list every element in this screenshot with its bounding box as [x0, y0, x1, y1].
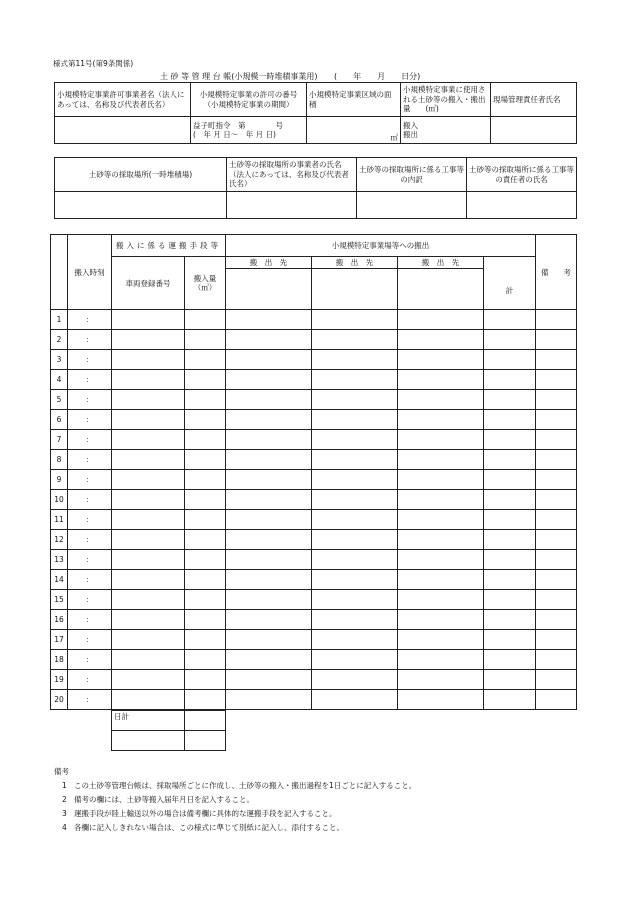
dest-cell-3[interactable]: [398, 650, 484, 670]
remarks-cell[interactable]: [536, 330, 577, 350]
permit-period-text: ( 年 月 日〜 年 月 日): [193, 130, 276, 139]
row-number: 17: [51, 630, 68, 650]
total-cell[interactable]: [484, 610, 536, 630]
dest-header-2: 搬 出 先: [312, 257, 398, 269]
dest-cell-2[interactable]: [312, 330, 398, 350]
time-header: 搬入時刻: [68, 235, 112, 310]
amount-cell[interactable]: [185, 370, 226, 390]
amount-cell[interactable]: [185, 430, 226, 450]
title-period: ( 年 月 日分): [334, 72, 421, 81]
daily-total-cell-2[interactable]: [112, 731, 185, 751]
vehicle-cell[interactable]: [112, 430, 185, 450]
remarks-cell[interactable]: [536, 550, 577, 570]
source-work-header: 土砂等の採取場所に係る工事等の内訳: [357, 158, 467, 192]
dest-cell-1[interactable]: [226, 510, 312, 530]
total-cell[interactable]: [484, 310, 536, 330]
amount-cell[interactable]: [185, 310, 226, 330]
dest-cell-1[interactable]: [226, 390, 312, 410]
time-cell[interactable]: ：: [68, 310, 112, 330]
remarks-cell[interactable]: [536, 590, 577, 610]
source-manager-header: 土砂等の採取場所に係る工事等の責任者の氏名: [467, 158, 577, 192]
form-number: 様式第11号(第9条関係): [53, 59, 134, 68]
dest-name-cell-1[interactable]: [226, 269, 312, 310]
dest-cell-1[interactable]: [226, 630, 312, 650]
time-cell[interactable]: ：: [68, 350, 112, 370]
dest-cell-2[interactable]: [312, 430, 398, 450]
total-cell[interactable]: [484, 630, 536, 650]
remarks-cell[interactable]: [536, 390, 577, 410]
table-row: [51, 690, 577, 710]
amount-cell[interactable]: [185, 690, 226, 710]
dest-cell-2[interactable]: [312, 390, 398, 410]
row-number: 6: [51, 410, 68, 430]
total-cell[interactable]: [484, 550, 536, 570]
daily-total-label: 日計: [112, 711, 185, 731]
remarks-cell[interactable]: [536, 430, 577, 450]
dest-cell-1[interactable]: [226, 690, 312, 710]
total-cell[interactable]: [484, 690, 536, 710]
row-number: 10: [51, 490, 68, 510]
dest-cell-2[interactable]: [312, 310, 398, 330]
vehicle-cell[interactable]: [112, 550, 185, 570]
row-number: 2: [51, 330, 68, 350]
dest-cell-3[interactable]: [398, 510, 484, 530]
note-item: [54, 821, 416, 835]
table-row: [51, 350, 577, 370]
dest-cell-1[interactable]: [226, 550, 312, 570]
vehicle-cell[interactable]: [112, 690, 185, 710]
dest-cell-3[interactable]: [398, 670, 484, 690]
time-cell[interactable]: ：: [68, 390, 112, 410]
vehicle-cell[interactable]: [112, 490, 185, 510]
vehicle-cell[interactable]: [112, 410, 185, 430]
total-cell[interactable]: [484, 450, 536, 470]
carry-out-label: 搬出: [403, 130, 418, 139]
permit-number-cell[interactable]: [191, 117, 307, 144]
time-cell[interactable]: ：: [68, 490, 112, 510]
total-cell[interactable]: [484, 430, 536, 450]
vehicle-cell[interactable]: [112, 470, 185, 490]
volume-header: 小規模特定事業に使用される土砂等の搬入・搬出量 (㎥): [401, 83, 491, 117]
vehicle-cell[interactable]: [112, 530, 185, 550]
row-number: 3: [51, 350, 68, 370]
permit-holder-cell[interactable]: [55, 117, 191, 144]
row-number: 9: [51, 470, 68, 490]
remarks-cell[interactable]: [536, 630, 577, 650]
vehicle-cell[interactable]: [112, 570, 185, 590]
page-title: [160, 71, 420, 82]
amount-cell[interactable]: [185, 650, 226, 670]
dest-cell-3[interactable]: [398, 570, 484, 590]
dest-cell-3[interactable]: [398, 690, 484, 710]
amount-cell[interactable]: [185, 390, 226, 410]
amount-cell[interactable]: [185, 590, 226, 610]
table-row: [51, 390, 577, 410]
dest-cell-3[interactable]: [398, 590, 484, 610]
dest-name-cell-3[interactable]: [398, 269, 484, 310]
amount-cell[interactable]: [185, 410, 226, 430]
dest-cell-2[interactable]: [312, 450, 398, 470]
time-cell[interactable]: ：: [68, 670, 112, 690]
row-number: 7: [51, 430, 68, 450]
time-cell[interactable]: ：: [68, 610, 112, 630]
row-number: 15: [51, 590, 68, 610]
dest-cell-3[interactable]: [398, 470, 484, 490]
row-number: 18: [51, 650, 68, 670]
dest-header-3: 搬 出 先: [398, 257, 484, 269]
table-row: [51, 470, 577, 490]
amount-cell[interactable]: [185, 670, 226, 690]
remarks-cell[interactable]: [536, 490, 577, 510]
table-row: [51, 330, 577, 350]
volume-cell[interactable]: [401, 117, 491, 144]
remarks-cell[interactable]: [536, 610, 577, 630]
note-text: 備考の欄には、土砂等搬入届年月日を記入すること。: [74, 795, 254, 804]
amount-cell[interactable]: [185, 510, 226, 530]
amount-cell[interactable]: [185, 530, 226, 550]
remarks-cell[interactable]: [536, 450, 577, 470]
note-item: [54, 793, 416, 807]
time-cell[interactable]: ：: [68, 510, 112, 530]
dest-cell-1[interactable]: [226, 430, 312, 450]
source-location-header: 土砂等の採取場所(一時堆積場): [55, 158, 227, 192]
amount-header: 搬入量（㎥）: [185, 257, 226, 310]
transport-header: 搬入に係る運搬手段等: [112, 235, 226, 257]
time-cell[interactable]: ：: [68, 550, 112, 570]
dest-cell-2[interactable]: [312, 490, 398, 510]
total-cell[interactable]: [484, 530, 536, 550]
note-number: 3: [62, 809, 67, 818]
remarks-cell[interactable]: [536, 570, 577, 590]
time-cell[interactable]: ：: [68, 570, 112, 590]
time-cell[interactable]: ：: [68, 470, 112, 490]
row-number: 4: [51, 370, 68, 390]
daily-total-cell-1[interactable]: [185, 711, 226, 731]
dest-cell-2[interactable]: [312, 370, 398, 390]
note-number: 2: [62, 795, 67, 804]
amount-cell[interactable]: [185, 490, 226, 510]
dest-cell-3[interactable]: [398, 450, 484, 470]
dest-cell-2[interactable]: [312, 630, 398, 650]
total-cell[interactable]: [484, 510, 536, 530]
remarks-cell[interactable]: [536, 370, 577, 390]
row-number: 20: [51, 690, 68, 710]
note-item: [54, 807, 416, 821]
dest-cell-1[interactable]: [226, 450, 312, 470]
time-cell[interactable]: ：: [68, 430, 112, 450]
total-cell[interactable]: [484, 350, 536, 370]
total-header: 計: [484, 257, 536, 310]
time-cell[interactable]: ：: [68, 590, 112, 610]
vehicle-cell[interactable]: [112, 330, 185, 350]
dest-cell-3[interactable]: [398, 610, 484, 630]
total-cell[interactable]: [484, 410, 536, 430]
dest-cell-1[interactable]: [226, 370, 312, 390]
table-row: [51, 670, 577, 690]
dest-cell-3[interactable]: [398, 310, 484, 330]
dest-cell-2[interactable]: [312, 550, 398, 570]
source-operator-cell[interactable]: [227, 192, 357, 219]
dest-cell-1[interactable]: [226, 670, 312, 690]
row-number: 12: [51, 530, 68, 550]
manager-cell[interactable]: [491, 117, 577, 144]
remarks-cell[interactable]: [536, 350, 577, 370]
dest-name-cell-2[interactable]: [312, 269, 398, 310]
permit-no-text: 益子町指令 第 号: [193, 120, 283, 130]
dest-cell-3[interactable]: [398, 350, 484, 370]
row-number: 16: [51, 610, 68, 630]
time-cell[interactable]: ：: [68, 330, 112, 350]
time-cell[interactable]: ：: [68, 690, 112, 710]
dest-cell-2[interactable]: [312, 510, 398, 530]
area-unit: ㎡: [390, 132, 398, 142]
row-number: 14: [51, 570, 68, 590]
total-cell[interactable]: [484, 370, 536, 390]
table-row: [51, 570, 577, 590]
dest-cell-1[interactable]: [226, 570, 312, 590]
table-row: [51, 410, 577, 430]
vehicle-cell[interactable]: [112, 390, 185, 410]
dest-cell-3[interactable]: [398, 490, 484, 510]
vehicle-cell[interactable]: [112, 370, 185, 390]
vehicle-cell[interactable]: [112, 450, 185, 470]
amount-cell[interactable]: [185, 470, 226, 490]
dest-cell-2[interactable]: [312, 570, 398, 590]
amount-cell[interactable]: [185, 630, 226, 650]
amount-cell[interactable]: [185, 570, 226, 590]
source-manager-cell[interactable]: [467, 192, 577, 219]
amount-cell[interactable]: [185, 550, 226, 570]
note-number: 1: [62, 781, 67, 790]
vehicle-cell[interactable]: [112, 650, 185, 670]
remarks-cell[interactable]: [536, 470, 577, 490]
vehicle-cell[interactable]: [112, 510, 185, 530]
dest-cell-1[interactable]: [226, 530, 312, 550]
dest-cell-1[interactable]: [226, 350, 312, 370]
row-number: 1: [51, 310, 68, 330]
amount-cell[interactable]: [185, 350, 226, 370]
table-row: [51, 610, 577, 630]
remarks-cell[interactable]: [536, 690, 577, 710]
remarks-cell[interactable]: [536, 650, 577, 670]
source-table: [54, 157, 577, 219]
total-cell[interactable]: [484, 390, 536, 410]
row-number: 5: [51, 390, 68, 410]
dest-cell-3[interactable]: [398, 390, 484, 410]
total-cell[interactable]: [484, 590, 536, 610]
note-text: この土砂等管理台帳は、採取場所ごとに作成し、土砂等の搬入・搬出過程を1日ごとに記入すること。: [74, 781, 417, 790]
dest-cell-1[interactable]: [226, 590, 312, 610]
table-row: [51, 530, 577, 550]
total-cell[interactable]: [484, 490, 536, 510]
remarks-cell[interactable]: [536, 670, 577, 690]
vehicle-cell[interactable]: [112, 630, 185, 650]
title-text: 土 砂 等 管 理 台 帳(小規模一時堆積事業用): [160, 72, 318, 81]
row-number: 8: [51, 450, 68, 470]
manager-header: 現場管理責任者氏名: [491, 83, 577, 117]
table-row: [51, 450, 577, 470]
table-row: [51, 490, 577, 510]
total-cell[interactable]: [484, 650, 536, 670]
dest-cell-1[interactable]: [226, 470, 312, 490]
vehicle-cell[interactable]: [112, 310, 185, 330]
dest-cell-1[interactable]: [226, 610, 312, 630]
dest-cell-2[interactable]: [312, 350, 398, 370]
dest-cell-3[interactable]: [398, 410, 484, 430]
table-row: [51, 310, 577, 330]
amount-cell[interactable]: [185, 610, 226, 630]
dest-cell-2[interactable]: [312, 410, 398, 430]
dest-cell-3[interactable]: [398, 330, 484, 350]
time-cell[interactable]: ：: [68, 650, 112, 670]
time-cell[interactable]: ：: [68, 410, 112, 430]
dest-cell-1[interactable]: [226, 330, 312, 350]
table-row: [51, 370, 577, 390]
dest-header-1: 搬 出 先: [226, 257, 312, 269]
dest-cell-1[interactable]: [226, 490, 312, 510]
row-number: 19: [51, 670, 68, 690]
amount-cell[interactable]: [185, 450, 226, 470]
source-location-cell[interactable]: [55, 192, 227, 219]
dest-cell-2[interactable]: [312, 610, 398, 630]
note-number: 4: [62, 823, 67, 832]
daily-total-cell-3[interactable]: [185, 731, 226, 751]
remarks-header: 備 考: [536, 235, 577, 310]
vehicle-cell[interactable]: [112, 670, 185, 690]
table-row: [51, 510, 577, 530]
total-cell[interactable]: [484, 470, 536, 490]
out-header: 小規模特定事業場等への搬出: [226, 235, 536, 257]
table-row: [51, 650, 577, 670]
area-header: 小規模特定事業区域の面積: [307, 83, 401, 117]
row-number: 11: [51, 510, 68, 530]
table-row: [51, 590, 577, 610]
dest-cell-1[interactable]: [226, 410, 312, 430]
dest-cell-2[interactable]: [312, 530, 398, 550]
dest-cell-3[interactable]: [398, 550, 484, 570]
amount-cell[interactable]: [185, 330, 226, 350]
remarks-cell[interactable]: [536, 530, 577, 550]
vehicle-cell[interactable]: [112, 590, 185, 610]
time-cell[interactable]: ：: [68, 370, 112, 390]
dest-cell-3[interactable]: [398, 630, 484, 650]
note-text: 運搬手段が陸上輸送以外の場合は備考欄に具体的な運搬手段を記入すること。: [74, 809, 337, 818]
time-cell[interactable]: ：: [68, 450, 112, 470]
table-row: [51, 550, 577, 570]
total-cell[interactable]: [484, 330, 536, 350]
dest-cell-2[interactable]: [312, 670, 398, 690]
notes-section: [54, 765, 416, 835]
dest-cell-1[interactable]: [226, 310, 312, 330]
permit-table: [54, 82, 577, 144]
remarks-cell[interactable]: [536, 310, 577, 330]
table-row: [51, 430, 577, 450]
daily-total-table: [111, 710, 226, 751]
dest-cell-3[interactable]: [398, 370, 484, 390]
dest-cell-2[interactable]: [312, 650, 398, 670]
vehicle-cell[interactable]: [112, 610, 185, 630]
permit-holder-header: 小規模特定事業許可事業者名（法人にあっては、名称及び代表者氏名）: [55, 83, 191, 117]
source-operator-header: 土砂等の採取場所の事業者の氏名（法人にあっては、名称及び代表者氏名）: [227, 158, 357, 192]
source-work-cell[interactable]: [357, 192, 467, 219]
dest-cell-1[interactable]: [226, 650, 312, 670]
vehicle-cell[interactable]: [112, 350, 185, 370]
vehicle-header: 車両登録番号: [112, 257, 185, 310]
dest-cell-2[interactable]: [312, 590, 398, 610]
total-cell[interactable]: [484, 570, 536, 590]
remarks-cell[interactable]: [536, 510, 577, 530]
dest-cell-3[interactable]: [398, 430, 484, 450]
notes-title: 備考: [54, 767, 69, 776]
time-cell[interactable]: ：: [68, 530, 112, 550]
table-row: [51, 630, 577, 650]
remarks-cell[interactable]: [536, 410, 577, 430]
note-item: [54, 779, 416, 793]
dest-cell-2[interactable]: [312, 470, 398, 490]
row-number: 13: [51, 550, 68, 570]
transport-table: [50, 234, 577, 710]
permit-number-header: 小規模特定事業の許可の番号（小規模特定事業の期間）: [191, 83, 307, 117]
dest-cell-3[interactable]: [398, 530, 484, 550]
carry-in-label: 搬入: [403, 120, 418, 130]
dest-cell-2[interactable]: [312, 690, 398, 710]
area-cell[interactable]: [307, 117, 401, 144]
row-number-header: [51, 235, 68, 310]
note-text: 各欄に記入しきれない場合は、この様式に準じて別紙に記入し、添付すること。: [74, 823, 344, 832]
total-cell[interactable]: [484, 670, 536, 690]
time-cell[interactable]: ：: [68, 630, 112, 650]
